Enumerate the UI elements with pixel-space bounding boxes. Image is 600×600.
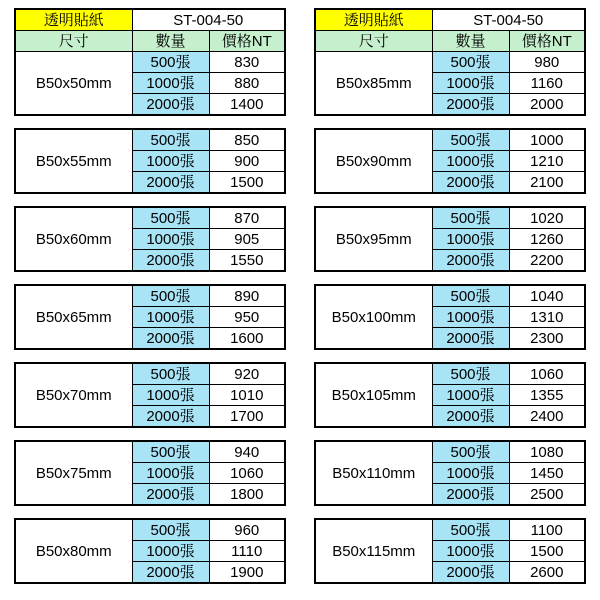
price-row [315, 519, 585, 541]
price-cell: 1450 [509, 463, 585, 484]
price-cell: 940 [209, 441, 285, 463]
quantity-cell: 2000張 [432, 172, 509, 194]
price-row [315, 441, 585, 463]
quantity-cell: 500張 [132, 363, 209, 385]
price-cell: 1900 [209, 562, 285, 584]
price-row [315, 363, 585, 385]
price-table-block [14, 206, 286, 272]
price-cell: 1100 [509, 519, 585, 541]
price-cell: 960 [209, 519, 285, 541]
price-cell: 1060 [509, 363, 585, 385]
quantity-cell: 500張 [132, 52, 209, 73]
price-cell: 1800 [209, 484, 285, 506]
price-cell: 1000 [509, 129, 585, 151]
price-cell: 920 [209, 363, 285, 385]
quantity-cell: 2000張 [432, 562, 509, 584]
price-table-block [14, 362, 286, 428]
quantity-cell: 1000張 [132, 463, 209, 484]
quantity-cell: 2000張 [132, 250, 209, 272]
quantity-cell: 500張 [132, 441, 209, 463]
price-cell: 1355 [509, 385, 585, 406]
quantity-cell: 2000張 [132, 562, 209, 584]
price-cell: 1500 [209, 172, 285, 194]
price-table-block [14, 440, 286, 506]
quantity-cell: 1000張 [432, 151, 509, 172]
price-cell: 1260 [509, 229, 585, 250]
quantity-cell: 1000張 [432, 541, 509, 562]
quantity-cell: 2000張 [132, 406, 209, 428]
size-cell: B50x60mm [15, 207, 132, 271]
quantity-cell: 1000張 [132, 229, 209, 250]
size-cell: B50x85mm [315, 52, 432, 116]
quantity-cell: 2000張 [432, 328, 509, 350]
price-cell: 2200 [509, 250, 585, 272]
price-table-block [14, 284, 286, 350]
price-cell: 1110 [209, 541, 285, 562]
price-cell: 900 [209, 151, 285, 172]
size-cell: B50x80mm [15, 519, 132, 583]
quantity-cell: 1000張 [132, 73, 209, 94]
price-table-block [14, 128, 286, 194]
price-cell: 1210 [509, 151, 585, 172]
price-table-with-header [314, 8, 586, 116]
size-cell: B50x55mm [15, 129, 132, 193]
price-cell: 2300 [509, 328, 585, 350]
price-cell: 1060 [209, 463, 285, 484]
price-cell: 1010 [209, 385, 285, 406]
quantity-cell: 500張 [132, 285, 209, 307]
price-table-block [314, 440, 586, 506]
quantity-cell: 1000張 [432, 307, 509, 328]
price-table-block [314, 284, 586, 350]
size-cell: B50x70mm [15, 363, 132, 427]
price-cell: 830 [209, 52, 285, 73]
quantity-cell: 1000張 [432, 385, 509, 406]
price-row [15, 207, 285, 229]
quantity-cell: 2000張 [132, 328, 209, 350]
price-cell: 1160 [509, 73, 585, 94]
quantity-cell: 500張 [432, 207, 509, 229]
price-header-cell: 價格NT [509, 31, 585, 52]
price-cell: 905 [209, 229, 285, 250]
quantity-cell: 1000張 [132, 385, 209, 406]
price-row [315, 207, 585, 229]
quantity-cell: 2000張 [432, 250, 509, 272]
quantity-cell: 500張 [432, 285, 509, 307]
quantity-cell: 2000張 [132, 484, 209, 506]
price-cell: 870 [209, 207, 285, 229]
column-header-row [15, 31, 285, 52]
price-cell: 850 [209, 129, 285, 151]
price-table-block [314, 206, 586, 272]
product-type-cell: 透明貼紙 [315, 9, 432, 31]
price-cell: 1020 [509, 207, 585, 229]
price-table-with-header [14, 8, 286, 116]
price-cell: 1550 [209, 250, 285, 272]
quantity-cell: 2000張 [132, 94, 209, 116]
price-row [315, 129, 585, 151]
price-cell: 1600 [209, 328, 285, 350]
size-header-cell: 尺寸 [15, 31, 132, 52]
price-cell: 1040 [509, 285, 585, 307]
price-cell: 2000 [509, 94, 585, 116]
size-cell: B50x115mm [315, 519, 432, 583]
title-row [315, 9, 585, 31]
price-cell: 2400 [509, 406, 585, 428]
price-cell: 890 [209, 285, 285, 307]
quantity-cell: 500張 [432, 363, 509, 385]
price-row [15, 441, 285, 463]
price-table-block [14, 518, 286, 584]
quantity-cell: 2000張 [132, 172, 209, 194]
quantity-cell: 1000張 [132, 151, 209, 172]
price-row [15, 52, 285, 73]
quantity-cell: 500張 [432, 52, 509, 73]
size-cell: B50x65mm [15, 285, 132, 349]
price-cell: 1500 [509, 541, 585, 562]
quantity-cell: 500張 [132, 207, 209, 229]
quantity-cell: 500張 [432, 129, 509, 151]
quantity-cell: 500張 [132, 519, 209, 541]
size-header-cell: 尺寸 [315, 31, 432, 52]
price-row [15, 129, 285, 151]
price-cell: 950 [209, 307, 285, 328]
size-cell: B50x75mm [15, 441, 132, 505]
price-cell: 1700 [209, 406, 285, 428]
price-cell: 2600 [509, 562, 585, 584]
product-type-cell: 透明貼紙 [15, 9, 132, 31]
quantity-cell: 2000張 [432, 406, 509, 428]
price-cell: 1400 [209, 94, 285, 116]
product-code-cell: ST-004-50 [432, 9, 585, 31]
size-cell: B50x50mm [15, 52, 132, 116]
quantity-cell: 500張 [132, 129, 209, 151]
quantity-cell: 1000張 [432, 229, 509, 250]
size-cell: B50x100mm [315, 285, 432, 349]
price-cell: 880 [209, 73, 285, 94]
quantity-cell: 500張 [432, 441, 509, 463]
price-column-left [14, 8, 286, 600]
quantity-header-cell: 數量 [432, 31, 509, 52]
quantity-cell: 1000張 [432, 463, 509, 484]
price-cell: 1080 [509, 441, 585, 463]
price-cell: 980 [509, 52, 585, 73]
price-row [15, 285, 285, 307]
column-header-row [315, 31, 585, 52]
price-row [15, 519, 285, 541]
price-table-block [314, 362, 586, 428]
size-cell: B50x95mm [315, 207, 432, 271]
quantity-cell: 500張 [432, 519, 509, 541]
price-column-right [314, 8, 586, 600]
quantity-header-cell: 數量 [132, 31, 209, 52]
title-row [15, 9, 285, 31]
size-cell: B50x110mm [315, 441, 432, 505]
price-cell: 2100 [509, 172, 585, 194]
quantity-cell: 1000張 [132, 307, 209, 328]
size-cell: B50x105mm [315, 363, 432, 427]
size-cell: B50x90mm [315, 129, 432, 193]
quantity-cell: 1000張 [132, 541, 209, 562]
product-code-cell: ST-004-50 [132, 9, 285, 31]
price-cell: 2500 [509, 484, 585, 506]
price-table-block [314, 518, 586, 584]
quantity-cell: 1000張 [432, 73, 509, 94]
quantity-cell: 2000張 [432, 484, 509, 506]
quantity-cell: 2000張 [432, 94, 509, 116]
price-row [315, 52, 585, 73]
price-cell: 1310 [509, 307, 585, 328]
price-row [15, 363, 285, 385]
price-table-block [314, 128, 586, 194]
price-row [315, 285, 585, 307]
price-header-cell: 價格NT [209, 31, 285, 52]
